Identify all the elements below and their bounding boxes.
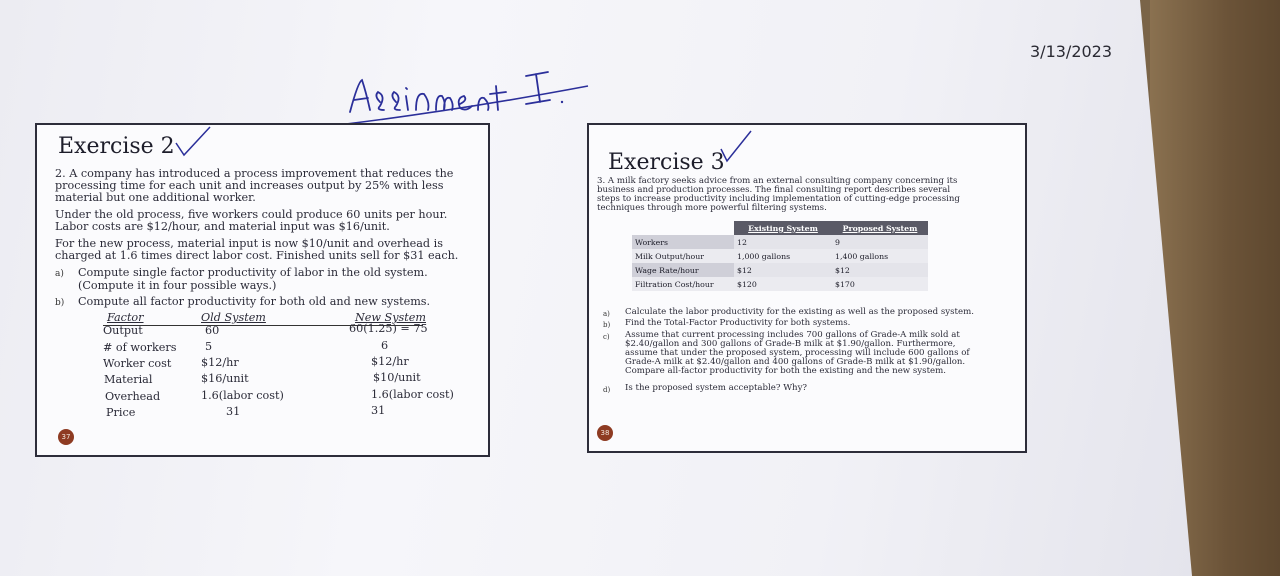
new-process-line-1: For the new process, material input is now $10/unit and overhead is	[55, 237, 443, 250]
row-filtration-existing: $120	[734, 277, 832, 291]
task-c-line-3: assume that under the proposed system, processing will include 600 gallons of	[625, 348, 970, 358]
row-output-label: Milk Output/hour	[632, 249, 734, 263]
task-c-line-5: Compare all-factor productivity for both the existing and the new system.	[625, 366, 946, 376]
row-workers-label: Workers	[632, 235, 734, 249]
table-header-proposed: Proposed System	[832, 221, 928, 235]
task-a-label: a)	[55, 269, 64, 279]
row-filtration-label: Filtration Cost/hour	[632, 277, 734, 291]
checkmark-icon	[719, 129, 753, 165]
row-filtration-proposed: $170	[832, 277, 928, 291]
table-row-overhead-factor: Overhead	[105, 390, 161, 403]
task-c-line-2: $2.40/gallon and 300 gallons of Grade-B milk at $1.90/gallon. Furthermore,	[625, 339, 956, 349]
row-wage-existing: $12	[734, 263, 832, 277]
handwritten-title-strokes	[340, 52, 600, 132]
old-process-line-1: Under the old process, five workers could produce 60 units per hour.	[55, 208, 448, 221]
table-row-overhead-new: 1.6(labor cost)	[371, 388, 454, 401]
table-row-material-factor: Material	[104, 373, 153, 386]
table-row-output-old: 60	[205, 324, 220, 337]
table-row	[632, 263, 928, 277]
task-b-line: Compute all factor productivity for both old and new systems.	[78, 295, 431, 308]
table-row-workers-new: 6	[381, 339, 389, 352]
row-output-proposed: 1,400 gallons	[832, 249, 928, 263]
table-row-price-old: 31	[226, 405, 241, 418]
task-c-line-1: Assume that current processing includes 700 gallons of Grade-A milk sold at	[625, 330, 960, 340]
task-d-line: Is the proposed system acceptable? Why?	[625, 383, 808, 393]
task-b-line: Find the Total-Factor Productivity for both systems.	[625, 318, 851, 328]
table-row-material-old: $16/unit	[201, 372, 249, 385]
table-header-new: New System	[355, 311, 426, 324]
row-wage-label: Wage Rate/hour	[632, 263, 734, 277]
milk-data-table	[632, 221, 928, 291]
table-row-material-new: $10/unit	[373, 371, 421, 384]
task-b-label: b)	[55, 298, 65, 308]
row-wage-proposed: $12	[832, 263, 928, 277]
task-b-label: b)	[603, 321, 611, 329]
task-d-label: d)	[603, 386, 611, 394]
table-row-output-new: 60(1.25) = 75	[349, 322, 428, 335]
table-header-old: Old System	[201, 311, 266, 324]
table-header-blank	[632, 221, 734, 235]
row-workers-existing: 12	[734, 235, 832, 249]
table-row-output-factor: Output	[103, 324, 143, 337]
task-a-line-2: (Compute it in four possible ways.)	[78, 279, 277, 292]
handwritten-title	[340, 52, 600, 132]
slide-title: Exercise 3	[608, 150, 725, 175]
table-row-worker-cost-factor: Worker cost	[103, 357, 172, 370]
row-output-existing: 1,000 gallons	[734, 249, 832, 263]
slide-number-badge: 37	[58, 429, 74, 445]
table-row-worker-cost-old: $12/hr	[201, 356, 239, 369]
table-row	[632, 235, 928, 249]
slide-exercise-2	[35, 123, 490, 457]
table-row-price-new: 31	[371, 404, 386, 417]
table-header-row	[632, 221, 928, 235]
slide-number-badge: 38	[597, 425, 613, 441]
task-a-line: Calculate the labor productivity for the existing as well as the proposed system.	[625, 307, 974, 317]
intro-line-2: processing time for each unit and increases output by 25% with less	[55, 179, 444, 192]
intro-line-1: 2. A company has introduced a process improvement that reduces the	[55, 167, 454, 180]
intro-line-4: techniques through more powerful filtering systems.	[597, 203, 827, 213]
task-c-line-4: Grade-A milk at $2.40/gallon and 400 gallons of Grade-B milk at $1.90/gallon.	[625, 357, 966, 367]
intro-line-1: 3. A milk factory seeks advice from an external consulting company concerning its	[597, 176, 958, 186]
date-label: 3/13/2023	[1030, 42, 1113, 61]
table-header-factor: Factor	[107, 311, 144, 324]
intro-line-3: steps to increase productivity including implementation of cutting-edge processing	[597, 194, 960, 204]
task-c-label: c)	[603, 333, 610, 341]
task-a-line-1: Compute single factor productivity of labor in the old system.	[78, 266, 428, 279]
row-workers-proposed: 9	[832, 235, 928, 249]
checkmark-icon	[174, 125, 212, 159]
table-row-price-factor: Price	[106, 406, 136, 419]
table-header-existing: Existing System	[734, 221, 832, 235]
intro-line-3: material but one additional worker.	[55, 191, 256, 204]
old-process-line-2: Labor costs are $12/hour, and material input was $16/unit.	[55, 220, 390, 233]
table-row	[632, 277, 928, 291]
table-row-workers-factor: # of workers	[103, 341, 177, 354]
task-a-label: a)	[603, 310, 610, 318]
table-row-worker-cost-new: $12/hr	[371, 355, 409, 368]
table-row-overhead-old: 1.6(labor cost)	[201, 389, 284, 402]
table-row-workers-old: 5	[205, 340, 213, 353]
slide-exercise-3	[587, 123, 1027, 453]
new-process-line-2: charged at 1.6 times direct labor cost. Finished units sell for $31 each.	[55, 249, 459, 262]
intro-line-2: business and production processes. The final consulting report describes several	[597, 185, 951, 195]
slide-title: Exercise 2	[58, 134, 175, 159]
table-row	[632, 249, 928, 263]
